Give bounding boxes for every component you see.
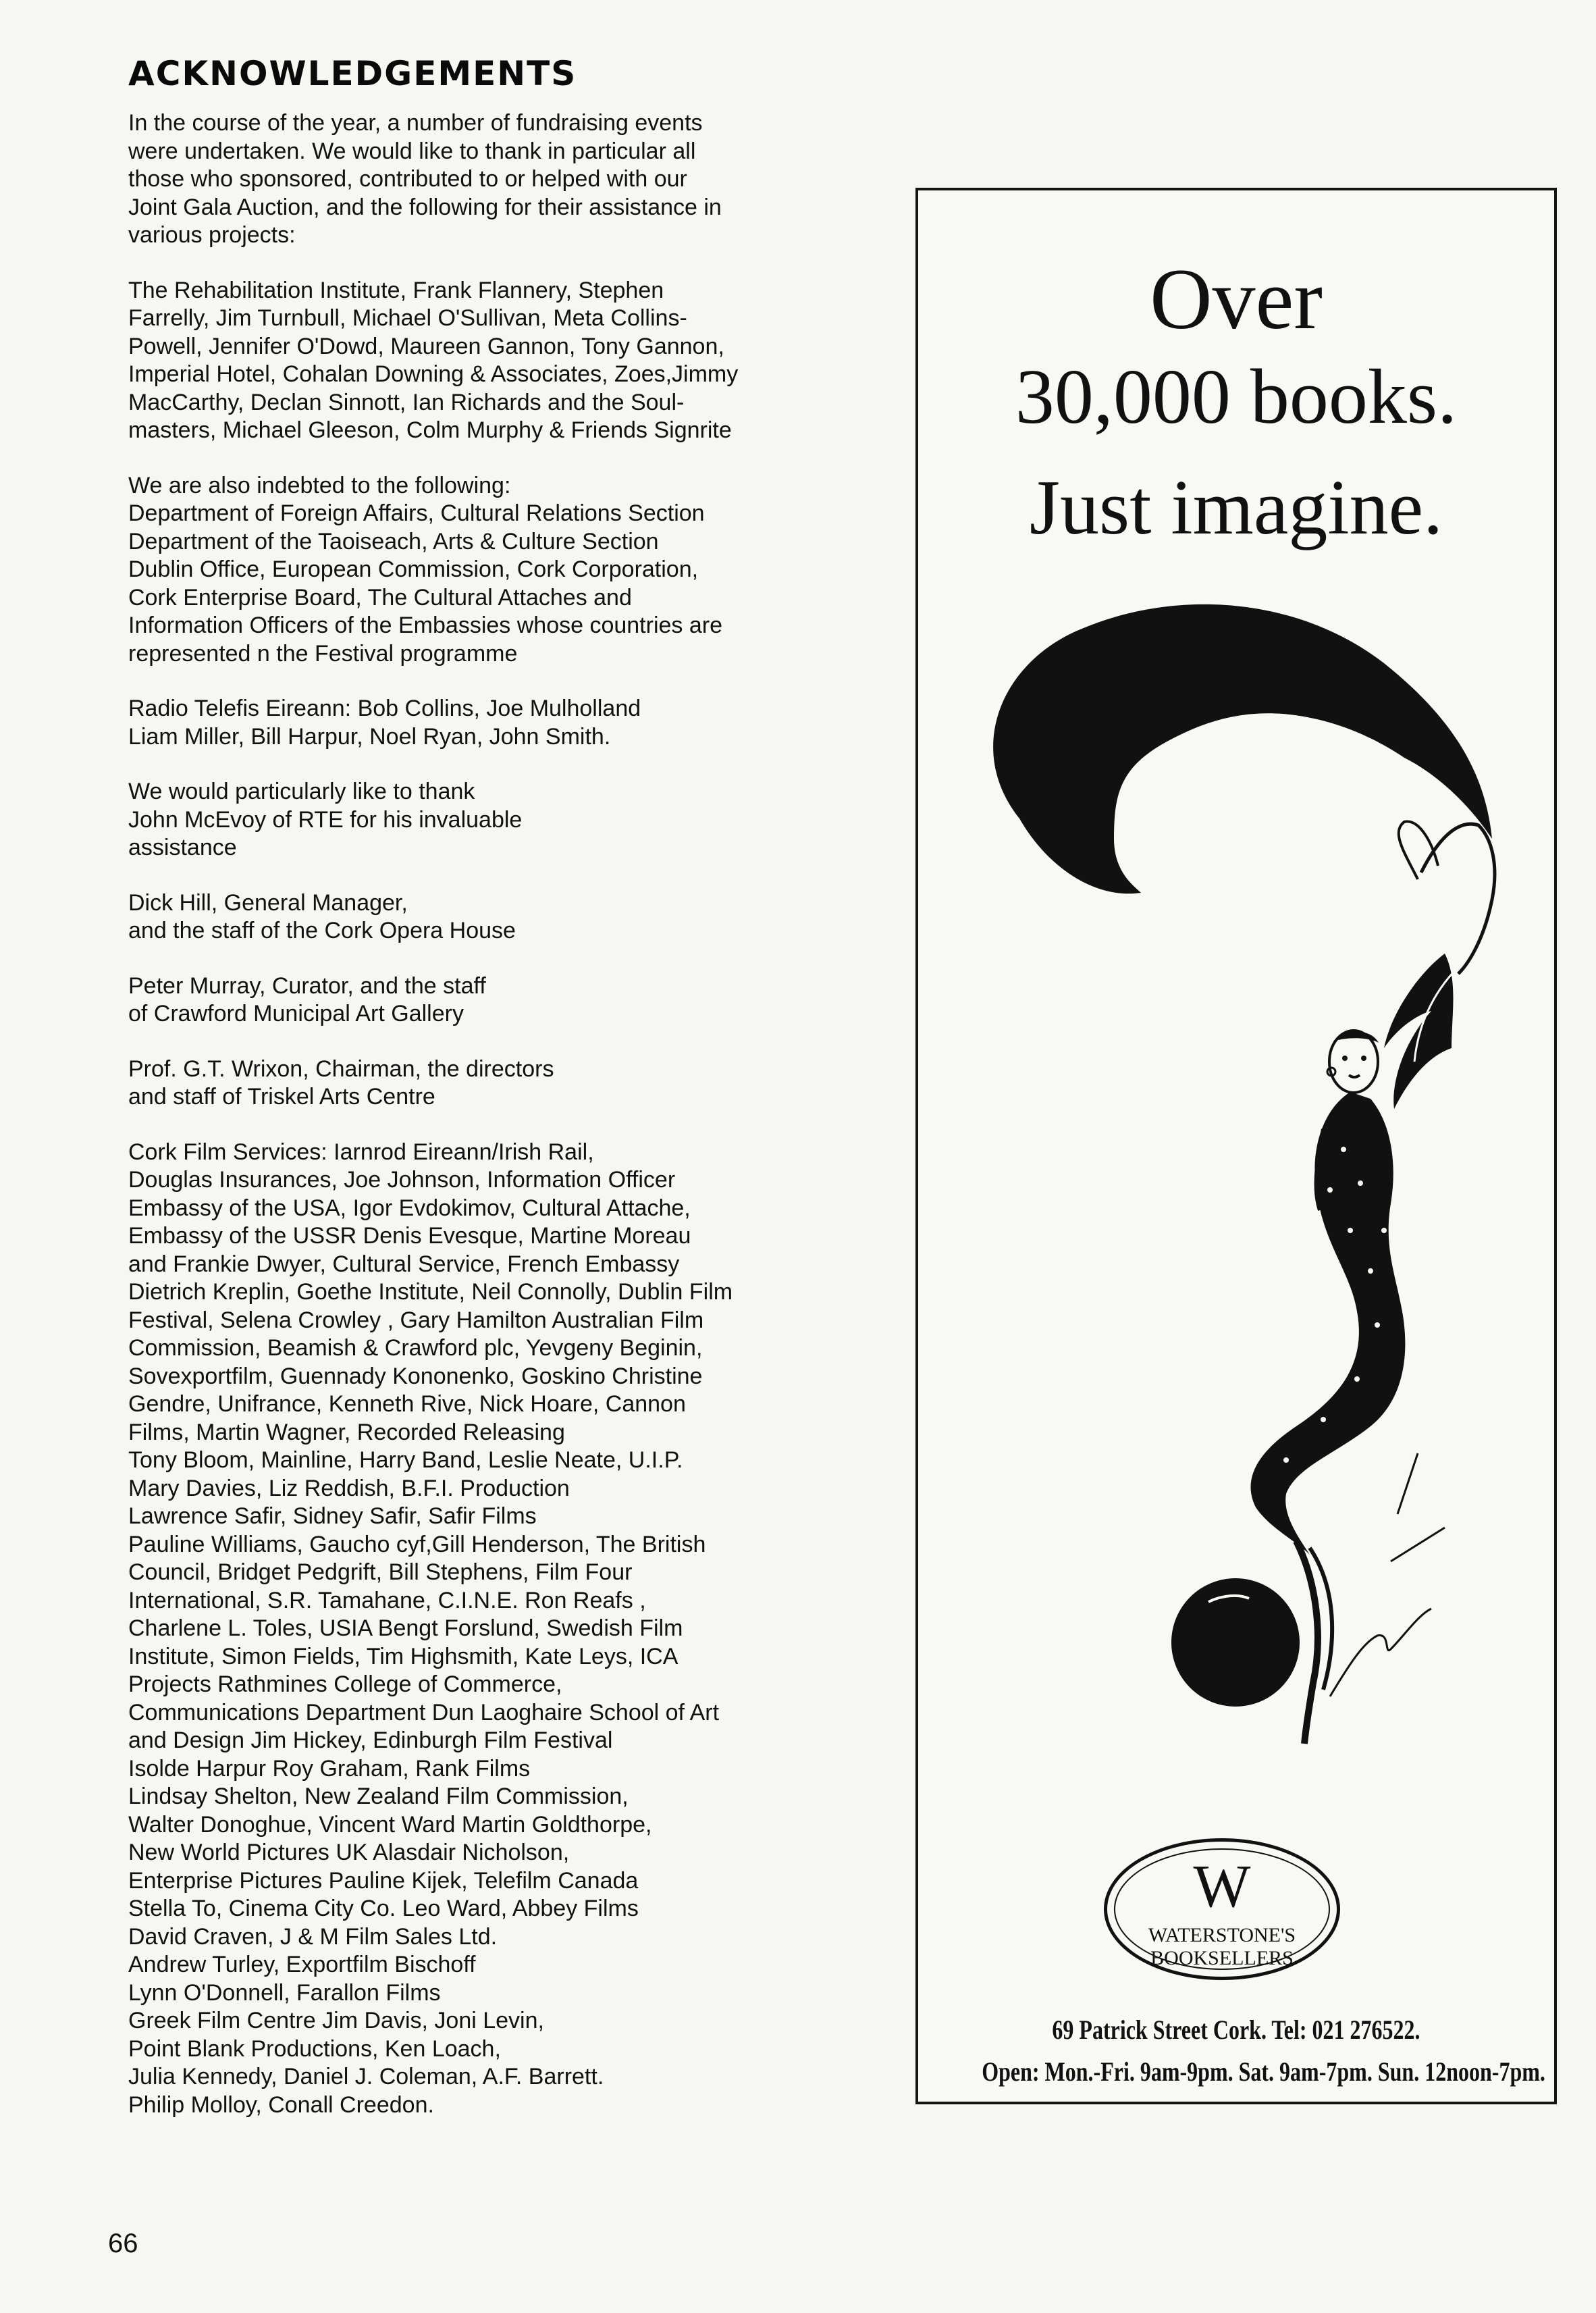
logo-name [1107,1924,1337,1970]
acknowledgement-line: We would particularly like to thank [128,779,475,804]
acknowledgement-line: Communications Department Dun Laoghaire School of Art [128,1699,720,1725]
acknowledgement-line: Powell, Jennifer O'Dowd, Maureen Gannon, Tony Gannon, [128,333,724,359]
question-mark-hook [993,604,1492,893]
acknowledgements-title: ACKNOWLEDGEMENTS [128,54,577,93]
acknowledgement-line: Farrelly, Jim Turnbull, Michael O'Sullivan, Meta Collins- [128,305,687,331]
acknowledgements-column [128,54,844,2146]
acknowledgement-line: In the course of the year, a number of fundraising events [128,110,703,136]
acknowledgement-line: Cork Enterprise Board, The Cultural Attaches and [128,584,632,610]
acknowledgement-line: were undertaken. We would like to thank in particular all [128,138,696,164]
acknowledgement-line: various projects: [128,222,296,248]
acknowledgement-line: Dublin Office, European Commission, Cork Corporation, [128,556,699,582]
acknowledgement-line: Gendre, Unifrance, Kenneth Rive, Nick Hoare, Cannon [128,1391,686,1417]
acknowledgement-line: Projects Rathmines College of Commerce, [128,1671,562,1697]
acknowledgement-line: Philip Molloy, Conall Creedon. [128,2091,434,2118]
acknowledgement-line: Douglas Insurances, Joe Johnson, Information Officer [128,1167,676,1193]
acknowledgement-line: Joint Gala Auction, and the following for their assistance in [128,194,722,220]
acknowledgement-line: Peter Murray, Curator, and the staff [128,972,486,999]
acknowledgement-line: Commission, Beamish & Crawford plc, Yevgeny Beginin, [128,1335,703,1361]
question-mark-woman-illustration [918,190,1560,2107]
acknowledgements-body [128,109,844,2119]
acknowledgement-line: John McEvoy of RTE for his invaluable [128,806,523,833]
acknowledgement-line: Charlene L. Toles, USIA Bengt Forslund, Swedish Film [128,1615,683,1641]
acknowledgement-line: of Crawford Municipal Art Gallery [128,1001,464,1026]
acknowledgement-line: MacCarthy, Declan Sinnott, Ian Richards and the Soul- [128,389,685,415]
acknowledgement-line: Institute, Simon Fields, Tim Highsmith, Kate Leys, ICA [128,1643,679,1669]
acknowledgement-line: assistance [128,835,237,860]
ad-address: 69 Patrick Street Cork. Tel: 021 276522. [1052,2015,1420,2045]
hook-scallop [1121,824,1168,866]
artist-signature [1330,1453,1445,1696]
acknowledgement-line: Department of the Taoiseach, Arts & Culture Section [128,528,659,554]
acknowledgement-line: Julia Kennedy, Daniel J. Coleman, A.F. Barrett. [128,2064,604,2089]
acknowledgement-paragraph [128,109,844,250]
acknowledgement-line: New World Pictures UK Alasdair Nicholson, [128,1840,570,1865]
acknowledgement-paragraph [128,277,844,445]
acknowledgement-line: Cork Film Services: Iarnrod Eireann/Irish Rail, [128,1139,594,1165]
acknowledgement-line: Stella To, Cinema City Co. Leo Ward, Abbey Films [128,1896,639,1921]
acknowledgement-line: Dick Hill, General Manager, [128,889,408,916]
acknowledgement-line: Walter Donoghue, Vincent Ward Martin Goldthorpe, [128,1811,652,1838]
acknowledgement-line: and the staff of the Cork Opera House [128,918,516,943]
ad-headline-over: Over [1150,251,1323,347]
acknowledgement-line: and staff of Triskel Arts Centre [128,1084,435,1110]
acknowledgement-line: and Design Jim Hickey, Edinburgh Film Festival [128,1727,613,1753]
acknowledgement-line: Prof. G.T. Wrixon, Chairman, the directors [128,1056,554,1082]
acknowledgement-paragraph [128,472,844,669]
ad-headline-imagine: Just imagine. [1029,465,1443,551]
acknowledgement-line: Films, Martin Wagner, Recorded Releasing [128,1419,565,1445]
acknowledgement-line: and Frankie Dwyer, Cultural Service, French Embassy [128,1251,680,1277]
acknowledgement-line: Greek Film Centre Jim Davis, Joni Levin, [128,2008,544,2033]
waterstones-advertisement [915,188,1557,2104]
question-mark-dot [1171,1578,1300,1707]
logo-letter: W [1193,1853,1251,1920]
woman-hair [1384,954,1454,1109]
acknowledgement-line: masters, Michael Gleeson, Colm Murphy & Friends Signrite [128,417,732,443]
acknowledgement-paragraph [128,889,844,945]
acknowledgement-line: Andrew Turley, Exportfilm Bischoff [128,1952,476,1977]
waterstones-logo [1104,1838,1340,1980]
acknowledgement-line: represented n the Festival programme [128,640,518,667]
acknowledgement-line: Lynn O'Donnell, Farallon Films [128,1979,441,2006]
acknowledgement-paragraph [128,695,844,751]
acknowledgement-line: We are also indebted to the following: [128,472,511,498]
acknowledgement-line: Tony Bloom, Mainline, Harry Band, Leslie Neate, U.I.P. [128,1447,683,1473]
acknowledgement-line: Festival, Selena Crowley , Gary Hamilton Australian Film [128,1307,704,1333]
acknowledgement-line: Imperial Hotel, Cohalan Downing & Associates, Zoes,Jimmy [128,361,739,387]
acknowledgement-paragraph [128,1139,844,2120]
acknowledgement-line: Radio Telefis Eireann: Bob Collins, Joe Mulholland [128,696,641,721]
acknowledgement-line: Pauline Williams, Gaucho cyf,Gill Henderson, The British [128,1531,706,1557]
acknowledgement-line: Isolde Harpur Roy Graham, Rank Films [128,1755,531,1782]
logo-line-2: BOOKSELLERS [1150,1947,1294,1969]
acknowledgement-line: Mary Davies, Liz Reddish, B.F.I. Production [128,1475,570,1501]
logo-line-1: WATERSTONE'S [1148,1924,1296,1946]
woman-dress [1251,1092,1406,1555]
acknowledgement-line: Lindsay Shelton, New Zealand Film Commission, [128,1784,629,1809]
acknowledgement-line: Council, Bridget Pedgrift, Bill Stephens, Film Four [128,1559,633,1585]
acknowledgement-line: Enterprise Pictures Pauline Kijek, Telefilm Canada [128,1867,639,1894]
acknowledgement-line: Point Blank Productions, Ken Loach, [128,2035,501,2062]
acknowledgement-line: Liam Miller, Bill Harpur, Noel Ryan, John Smith. [128,723,611,750]
ad-headline-books: 30,000 books. [1015,354,1458,440]
acknowledgement-line: David Craven, J & M Film Sales Ltd. [128,1923,498,1950]
acknowledgement-line: The Rehabilitation Institute, Frank Flannery, Stephen [128,277,664,303]
acknowledgement-line: Dietrich Kreplin, Goethe Institute, Neil Connolly, Dublin Film [128,1279,733,1305]
acknowledgement-line: Information Officers of the Embassies whose countries are [128,613,722,638]
acknowledgement-line: Sovexportfilm, Guennady Kononenko, Goskino Christine [128,1363,703,1389]
ad-opening-hours: Open: Mon.-Fri. 9am-9pm. Sat. 9am-7pm. Sun. 12noon-7pm. [982,2056,1545,2087]
acknowledgement-line: Department of Foreign Affairs, Cultural Relations Section [128,500,705,526]
acknowledgement-line: Lawrence Safir, Sidney Safir, Safir Films [128,1503,537,1529]
acknowledgement-line: Embassy of the USSR Denis Evesque, Martine Moreau [128,1223,691,1249]
acknowledgement-paragraph [128,972,844,1029]
acknowledgement-line: Embassy of the USA, Igor Evdokimov, Cultural Attache, [128,1195,691,1221]
page-number: 66 [108,2229,138,2258]
acknowledgement-paragraph [128,1056,844,1112]
acknowledgement-line: International, S.R. Tamahane, C.I.N.E. Ron Reafs , [128,1587,646,1613]
acknowledgement-paragraph [128,778,844,862]
acknowledgement-line: those who sponsored, contributed to or helped with our [128,166,687,192]
